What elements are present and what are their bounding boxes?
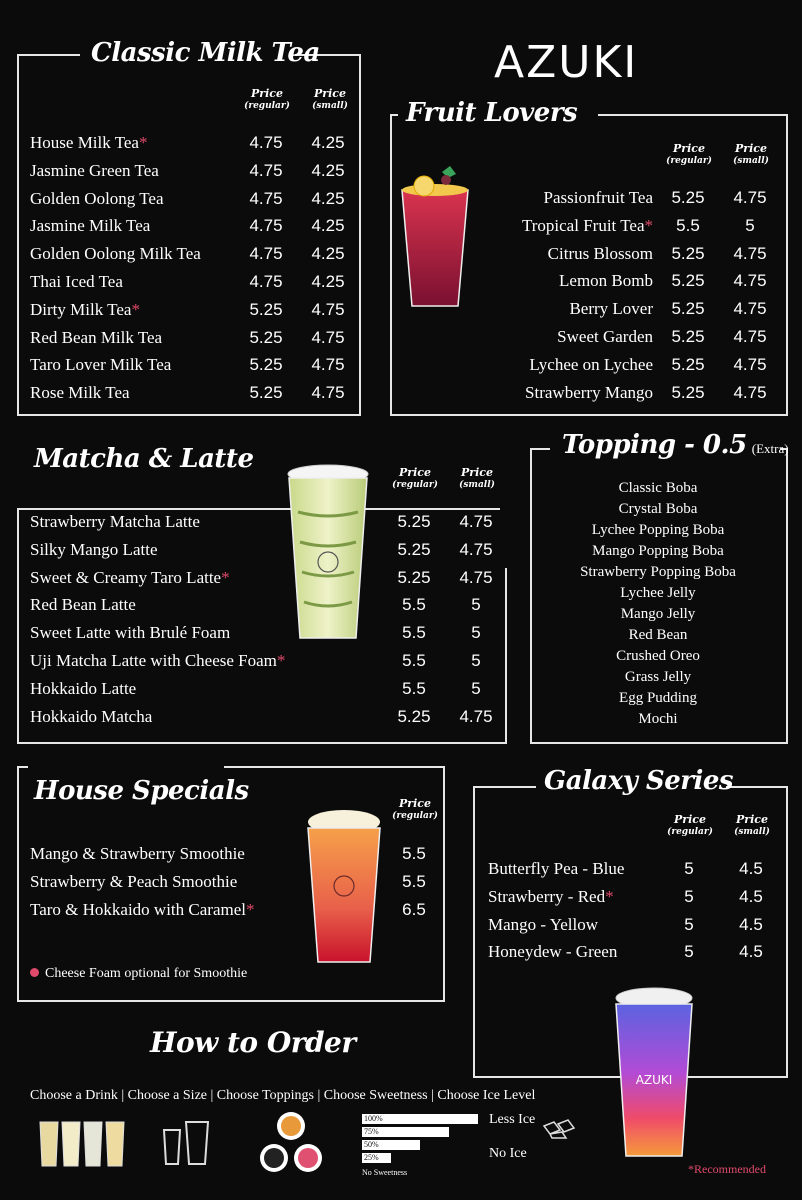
price-regular: 5.5 — [402, 651, 426, 670]
galaxy-menu-item — [488, 883, 614, 910]
price-small: 4.25 — [311, 160, 345, 180]
price-regular: 5.5 — [402, 678, 426, 698]
item-name: House Milk Tea — [30, 133, 139, 152]
item-name: Honeydew - Green — [488, 942, 618, 962]
price-regular: 4.75 — [249, 133, 283, 152]
recommended-star: * — [605, 886, 614, 906]
price-small: 4.75 — [459, 512, 493, 531]
topping-item: Lychee Jelly — [620, 585, 696, 601]
topping-item: Crushed Oreo — [616, 648, 700, 664]
recommended-note: *Recommended — [688, 1162, 766, 1176]
topping-item: Classic Boba — [618, 480, 698, 496]
price-small: 4.75 — [459, 539, 493, 559]
price-regular: 6.5 — [402, 899, 426, 919]
item-name: Mango - Yellow — [488, 914, 599, 934]
price-small: 5 — [471, 678, 481, 698]
classic-menu-item — [30, 268, 123, 295]
order-title: How to Order — [150, 1026, 356, 1059]
brand-logo — [494, 38, 659, 88]
item-name: Hokkaido Latte — [30, 678, 137, 698]
price-small: 4.75 — [311, 383, 345, 403]
item-name: Taro Lover Milk Tea — [30, 355, 172, 375]
classic-price-small-header: Price (small) — [312, 87, 348, 111]
price-regular: 4.75 — [249, 216, 283, 236]
fruit-menu-item — [525, 379, 653, 406]
price-regular: 5.5 — [402, 871, 426, 891]
price-small: 4.75 — [733, 188, 767, 207]
topping-item: Grass Jelly — [624, 669, 692, 685]
sweetness-bar: 100% — [362, 1114, 478, 1124]
price-small: 4.25 — [311, 216, 345, 236]
item-name: Strawberry Matcha Latte — [30, 512, 200, 531]
price-regular: 5 — [684, 886, 694, 906]
fruit-menu-item — [559, 267, 653, 294]
price-regular: 5.25 — [671, 382, 705, 402]
price-small: 5 — [471, 623, 481, 643]
price-small: 4.25 — [311, 244, 345, 264]
svg-text:AZUKI: AZUKI — [635, 1073, 673, 1087]
matcha-price-regular-header: Price (regular) — [392, 466, 438, 490]
galaxy-cup-image — [612, 984, 696, 1160]
fruit-title: Fruit Lovers — [406, 98, 578, 128]
item-name: Strawberry - Red — [488, 886, 606, 906]
house-note: Cheese Foam optional for Smoothie — [30, 966, 247, 982]
price-small: 5 — [471, 651, 481, 670]
item-name: Golden Oolong Milk Tea — [30, 244, 201, 264]
price-small: 4.75 — [733, 299, 767, 319]
no-ice-label: No Ice — [489, 1146, 527, 1161]
logo-text: AZUKI — [494, 37, 639, 88]
price-small: 4.75 — [311, 299, 345, 319]
galaxy-title: Galaxy Series — [544, 766, 734, 796]
classic-menu-item — [30, 324, 162, 351]
item-name: Passionfruit Tea — [543, 188, 653, 207]
recommended-star: * — [276, 651, 286, 670]
topping-title: Topping - 0.5 — [562, 430, 747, 460]
fruit-price-small-header: Price (small) — [733, 142, 769, 166]
item-name: Citrus Blossom — [547, 243, 653, 263]
price-regular: 5.25 — [671, 299, 705, 319]
price-small: 4.75 — [311, 355, 345, 375]
matcha-menu-item — [30, 619, 230, 646]
price-regular: 5.25 — [397, 567, 431, 587]
galaxy-price-small-header: Price (small) — [734, 813, 770, 837]
house-menu-item — [30, 896, 254, 923]
matcha-menu-item — [30, 675, 136, 702]
price-regular: 5.5 — [402, 623, 426, 643]
item-name: Dirty Milk Tea — [30, 299, 132, 319]
price-regular: 5.25 — [671, 188, 705, 207]
price-small: 4.75 — [311, 327, 345, 347]
item-name: Rose Milk Tea — [30, 383, 130, 403]
item-name: Berry Lover — [569, 299, 653, 319]
fruit-tea-cup-image — [398, 160, 472, 310]
price-regular: 5.25 — [397, 512, 431, 531]
item-name: Tropical Fruit Tea — [521, 215, 645, 235]
price-small: 4.75 — [733, 382, 767, 402]
price-regular: 5 — [684, 914, 694, 934]
price-regular: 4.75 — [249, 188, 283, 208]
price-regular: 5 — [684, 942, 694, 962]
price-small: 4.75 — [733, 354, 767, 374]
fruit-menu-item — [522, 212, 653, 239]
classic-menu-item — [30, 212, 150, 239]
item-name: Hokkaido Matcha — [30, 706, 153, 726]
price-regular: 5.25 — [249, 355, 283, 375]
item-name: Strawberry Mango — [525, 382, 653, 402]
item-name: Red Bean Milk Tea — [30, 327, 163, 347]
price-small: 4.5 — [739, 886, 763, 906]
recommended-star: * — [245, 899, 255, 919]
smoothie-cup-image — [304, 806, 384, 966]
topping-item: Egg Pudding — [619, 690, 697, 706]
item-name: Lemon Bomb — [559, 271, 653, 291]
ice-cubes-icon — [540, 1116, 578, 1140]
matcha-price-small-header: Price (small) — [459, 466, 495, 490]
item-name: Red Bean Latte — [30, 595, 136, 615]
fruit-price-regular-header: Price (regular) — [666, 142, 712, 166]
price-small: 4.5 — [739, 942, 763, 962]
classic-menu-item — [30, 129, 147, 156]
house-menu-item — [30, 868, 237, 895]
price-regular: 5.25 — [671, 327, 705, 346]
recommended-star: * — [644, 215, 653, 235]
item-name: Sweet & Creamy Taro Latte — [30, 567, 222, 587]
classic-menu-item — [30, 185, 164, 212]
price-regular: 5.25 — [671, 271, 705, 291]
price-regular: 5.25 — [249, 383, 283, 403]
item-name: Sweet Latte with Brulé Foam — [30, 623, 231, 643]
price-small: 4.75 — [459, 567, 493, 587]
matcha-menu-item — [30, 591, 136, 618]
topping-item: Mango Popping Boba — [592, 543, 724, 559]
topping-item: Red Bean — [628, 627, 688, 643]
house-price-regular-header: Price (regular) — [392, 797, 438, 821]
house-menu-item — [30, 840, 245, 867]
topping-item: Crystal Boba — [618, 501, 698, 517]
fruit-menu-item — [548, 240, 653, 267]
item-name: Thai Iced Tea — [30, 272, 123, 291]
classic-menu-item — [30, 157, 159, 184]
less-ice-label: Less Ice — [489, 1112, 536, 1127]
galaxy-menu-item — [488, 911, 598, 938]
topping-extra: (Extra) — [751, 441, 789, 456]
item-name: Strawberry & Peach Smoothie — [30, 871, 238, 891]
order-steps: Choose a Drink | Choose a Size | Choose Toppings | Choose Sweetness | Choose Ice Level — [30, 1088, 536, 1103]
topping-item: Mango Jelly — [620, 606, 696, 622]
price-regular: 5.5 — [402, 595, 426, 615]
price-regular: 5.25 — [671, 243, 705, 263]
price-small: 4.75 — [733, 243, 767, 263]
item-name: Jasmine Green Tea — [30, 160, 159, 180]
price-small: 5 — [745, 215, 755, 235]
price-small: 4.75 — [733, 327, 767, 346]
sweetness-bar: 50% — [362, 1140, 420, 1150]
price-regular: 5 — [684, 859, 694, 878]
classic-menu-item — [30, 296, 140, 323]
fruit-menu-item — [529, 351, 653, 378]
matcha-title: Matcha & Latte — [34, 444, 254, 474]
price-regular: 5.25 — [249, 299, 283, 319]
classic-price-regular-header: Price (regular) — [244, 87, 290, 111]
classic-menu-item — [30, 351, 171, 378]
sweetness-bar: 25% — [362, 1153, 391, 1163]
price-regular: 5.25 — [397, 706, 431, 726]
topping-item: Strawberry Popping Boba — [580, 564, 736, 580]
fruit-menu-item — [557, 323, 653, 350]
size-cups-icon — [162, 1120, 212, 1166]
price-small: 4.5 — [739, 914, 763, 934]
galaxy-price-regular-header: Price (regular) — [667, 813, 713, 837]
matcha-latte-cup-image — [286, 462, 370, 642]
item-name: Uji Matcha Latte with Cheese Foam — [30, 651, 277, 670]
price-small: 5 — [471, 595, 481, 615]
topping-item: Mochi — [638, 711, 678, 727]
price-regular: 5.25 — [671, 354, 705, 374]
item-name: Butterfly Pea - Blue — [488, 859, 625, 878]
item-name: Mango & Strawberry Smoothie — [30, 844, 245, 863]
item-name: Jasmine Milk Tea — [30, 216, 151, 236]
house-title: House Specials — [34, 776, 249, 806]
item-name: Taro & Hokkaido with Caramel — [30, 899, 246, 919]
price-small: 4.75 — [733, 271, 767, 291]
fruit-menu-item — [544, 184, 653, 211]
price-small: 4.25 — [311, 188, 345, 208]
recommended-star: * — [131, 299, 140, 319]
fruit-menu-item — [569, 295, 653, 322]
classic-menu-item — [30, 240, 201, 267]
matcha-menu-item — [30, 508, 200, 535]
galaxy-menu-item — [488, 938, 617, 965]
price-regular: 5.25 — [397, 539, 431, 559]
classic-menu-item — [30, 379, 130, 406]
item-name: Sweet Garden — [557, 327, 653, 346]
item-name: Silky Mango Latte — [30, 539, 158, 559]
price-regular: 5.5 — [676, 215, 700, 235]
classic-title: Classic Milk Tea — [91, 38, 320, 68]
bullet-dot-icon — [30, 968, 39, 977]
no-sweetness-label: No Sweetness — [362, 1168, 408, 1177]
sweetness-bar: 75% — [362, 1127, 449, 1137]
price-regular: 4.75 — [249, 244, 283, 264]
matcha-menu-item — [30, 647, 285, 674]
price-regular: 5.5 — [402, 844, 426, 863]
item-name: Golden Oolong Tea — [30, 188, 164, 208]
price-small: 4.5 — [739, 859, 763, 878]
price-small: 4.75 — [459, 706, 493, 726]
price-regular: 4.75 — [249, 272, 283, 291]
galaxy-menu-item — [488, 855, 624, 882]
toppings-bowls-icon — [258, 1110, 324, 1176]
price-small: 4.25 — [311, 133, 345, 152]
recommended-star: * — [221, 567, 230, 587]
matcha-menu-item — [30, 536, 157, 563]
drinks-icon — [38, 1118, 130, 1168]
price-regular: 4.75 — [249, 160, 283, 180]
matcha-menu-item — [30, 703, 152, 730]
topping-item: Lychee Popping Boba — [591, 522, 725, 538]
matcha-menu-item — [30, 564, 230, 591]
recommended-star: * — [138, 133, 148, 152]
item-name: Lychee on Lychee — [529, 354, 653, 374]
topping-header — [562, 430, 789, 460]
price-small: 4.25 — [311, 272, 345, 291]
price-regular: 5.25 — [249, 327, 283, 347]
